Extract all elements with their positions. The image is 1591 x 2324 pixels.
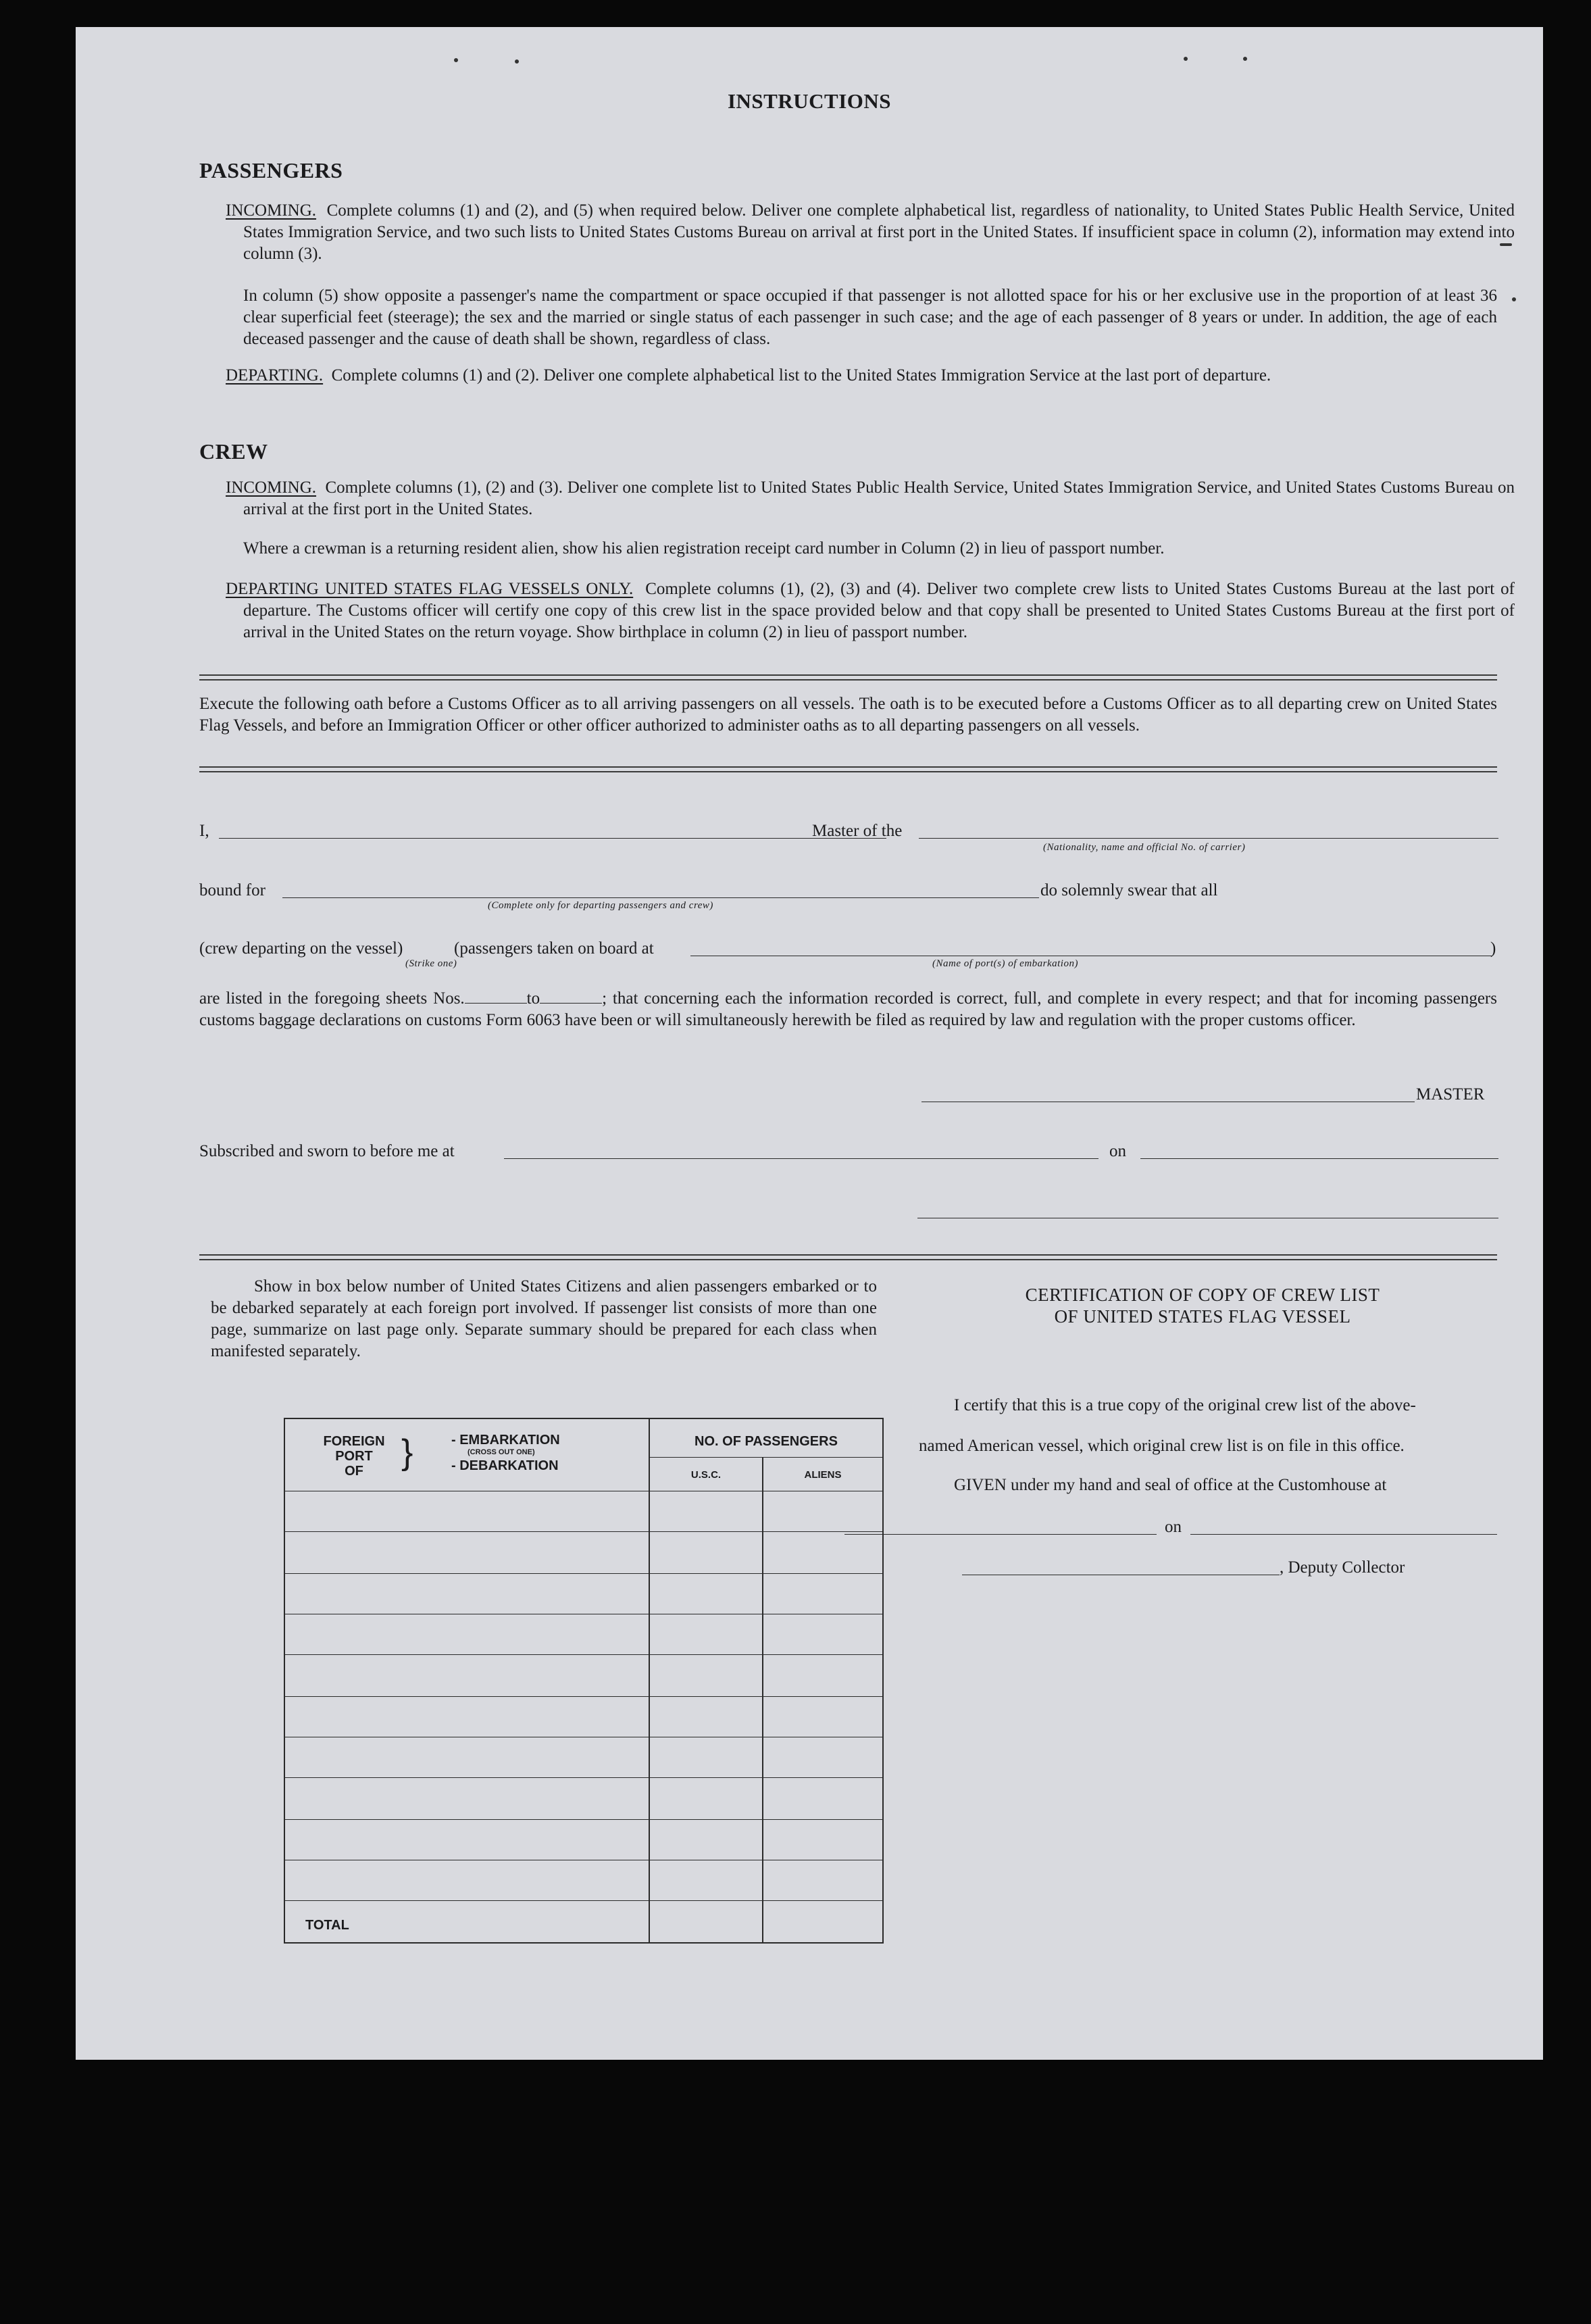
passengers-departing-label: DEPARTING. — [226, 366, 324, 385]
page-title: INSTRUCTIONS — [727, 89, 891, 113]
paper-speck — [1512, 297, 1516, 301]
crew-incoming-label: INCOMING. — [226, 478, 317, 497]
oath-listed-post: ; that concerning each the information recorded is correct, full, and complete in every respect; and that for incoming passengers customs baggage declarations on customs Form 6063 have been or will simultaneously herewith be filed as required by law and regulation with the proper customs officer. — [199, 989, 1497, 1029]
oath-i: I, — [199, 822, 209, 840]
paper-speck — [454, 58, 458, 62]
paper-speck — [515, 59, 519, 64]
oath-master-label: MASTER — [1416, 1085, 1485, 1104]
certification-line2: named American vessel, which original crew list is on file in this office. — [919, 1437, 1405, 1455]
passengers-departing-paragraph — [226, 365, 1515, 387]
header-no-of-passengers: NO. OF PASSENGERS — [695, 1434, 838, 1449]
oath-listed-paragraph — [199, 988, 1497, 1031]
header-brace: } — [401, 1433, 413, 1472]
oath-instruction: Execute the following oath before a Customs Officer as to all arriving passengers on all vessels. The oath is to be executed before a Customs Officer as to all departing crew on United States Flag Vessels, and before an Immigration Officer or other officer authorized to administer oaths as to all departing passengers on all vessels. — [199, 695, 1497, 735]
form-sheet — [76, 27, 1543, 2060]
paper-speck — [1243, 57, 1247, 61]
passengers-incoming-text: Complete columns (1) and (2), and (5) when required below. Deliver one complete alphabetical list, regardless of nationality, to United States Public Health Service, United States Immigration Service, and two such lists to United States Customs Bureau on arrival at first port in the United States. If insufficient space in column (2), information may extend into column (3). — [243, 201, 1515, 263]
vessel-field[interactable] — [919, 838, 1498, 839]
sheet-from-field[interactable] — [465, 1003, 527, 1004]
certification-on: on — [1165, 1518, 1182, 1536]
header-aliens: ALIENS — [804, 1469, 842, 1481]
deputy-collector-label: , Deputy Collector — [1280, 1558, 1405, 1577]
header-usc: U.S.C. — [690, 1469, 722, 1481]
crew-flag-label: DEPARTING UNITED STATES FLAG VESSELS ONLY. — [226, 580, 634, 598]
crew-heading: CREW — [199, 439, 268, 464]
crew-incoming-text: Complete columns (1), (2) and (3). Deliver one complete list to United States Public Health Service, United States Immigration Service, and United States Customs Bureau on arrival at the first port in the United States. — [243, 478, 1515, 518]
double-rule — [199, 674, 1497, 681]
oath-passengers-taken: (passengers taken on board at — [454, 939, 654, 958]
table-row — [285, 1696, 882, 1697]
passenger-summary-table — [284, 1418, 884, 1944]
oath-to: to — [526, 989, 540, 1008]
oath-crew-departing: (crew departing on the vessel) — [199, 939, 403, 958]
table-row — [285, 1573, 882, 1574]
double-rule — [199, 766, 1497, 772]
oath-listed-pre: are listed in the foregoing sheets Nos. — [199, 989, 465, 1008]
table-row — [285, 1819, 882, 1820]
table-row — [285, 1777, 882, 1778]
table-row — [285, 1900, 882, 1901]
customhouse-field[interactable] — [844, 1534, 1157, 1535]
bound-caption: (Complete only for departing passengers and crew) — [488, 900, 713, 911]
double-rule — [199, 1254, 1497, 1260]
sworn-place-field[interactable] — [504, 1158, 1098, 1159]
table-divider — [762, 1457, 763, 1942]
header-debarkation: - DEBARKATION — [451, 1458, 559, 1473]
crew-resident-paragraph: Where a crewman is a returning resident alien, show his alien registration receipt card number in Column (2) in lieu of passport number. — [243, 539, 1165, 558]
oath-bound-for: bound for — [199, 881, 266, 899]
crew-flag-paragraph — [226, 578, 1515, 643]
passengers-column5-paragraph: In column (5) show opposite a passenger's name the compartment or space occupied if that passenger is not allotted space for his or her exclusive use in the proportion of at least 36 clear superficial feet (steerage); the sex and the married or single status of each passenger in such case; and the age of each passenger of 8 years or under. In addition, the age of each deceased passenger and the cause of death shall be shown, regardless of class. — [243, 287, 1497, 348]
master-name-field[interactable] — [219, 838, 886, 839]
paper-speck — [1184, 57, 1188, 61]
header-embarkation: - EMBARKATION — [451, 1433, 560, 1448]
oath-swear: do solemnly swear that all — [1040, 881, 1218, 899]
passengers-incoming-paragraph — [226, 200, 1515, 265]
crew-flag-text: Complete columns (1), (2), (3) and (4). Deliver two complete crew lists to United States Customs Bureau at the last port of departure. The Customs officer will certify one copy of this crew list in the space provided below and that copy shall be presented to United States Customs Bureau at the first port of arrival in the United States on the return voyage. Show birthplace in column (2) in lieu of passport number. — [243, 580, 1515, 641]
table-divider — [649, 1419, 650, 1942]
passengers-departing-text: Complete columns (1) and (2). Deliver one complete alphabetical list to the United States Immigration Service at the last port of departure. — [331, 366, 1271, 385]
nationality-caption: (Nationality, name and official No. of carrier) — [1043, 842, 1246, 853]
header-port: PORT — [335, 1449, 373, 1464]
oath-close-paren: ) — [1490, 939, 1496, 958]
certification-title-line1: CERTIFICATION OF COPY OF CREW LIST — [1025, 1285, 1380, 1305]
oath-subscribed: Subscribed and sworn to before me at — [199, 1142, 455, 1160]
strike-one-caption: (Strike one) — [405, 958, 457, 969]
passengers-heading: PASSENGERS — [199, 158, 343, 182]
header-cross-out: (CROSS OUT ONE) — [468, 1448, 535, 1456]
crew-incoming-paragraph — [226, 477, 1515, 520]
ports-caption: (Name of port(s) of embarkation) — [932, 958, 1078, 969]
sheet-to-field[interactable] — [540, 1003, 602, 1004]
certification-title — [905, 1284, 1500, 1327]
table-divider — [649, 1457, 882, 1458]
header-of: OF — [345, 1464, 363, 1479]
bound-for-field[interactable] — [282, 897, 1039, 898]
summary-instruction: Show in box below number of United States Citizens and alien passengers embarked or to be debarked separately at each foreign port involved. If passenger list consists of more than one page, summarize on last page only. Separate summary should be prepared for each class when manifested separately. — [211, 1277, 877, 1360]
table-row — [285, 1654, 882, 1655]
table-row — [285, 1531, 882, 1532]
certification-line3: GIVEN under my hand and seal of office at the Customhouse at — [954, 1476, 1387, 1494]
certification-date-field[interactable] — [1190, 1534, 1497, 1535]
oath-on: on — [1109, 1142, 1126, 1160]
total-label: TOTAL — [305, 1918, 349, 1933]
sworn-date-field[interactable] — [1140, 1158, 1498, 1159]
oath-master-of-the: Master of the — [812, 822, 903, 840]
header-foreign-port-of — [319, 1434, 389, 1479]
header-foreign: FOREIGN — [323, 1434, 385, 1449]
certification-title-line2: OF UNITED STATES FLAG VESSEL — [1054, 1306, 1351, 1327]
passengers-incoming-label: INCOMING. — [226, 201, 317, 220]
certification-line1: I certify that this is a true copy of the original crew list of the above- — [954, 1396, 1416, 1414]
